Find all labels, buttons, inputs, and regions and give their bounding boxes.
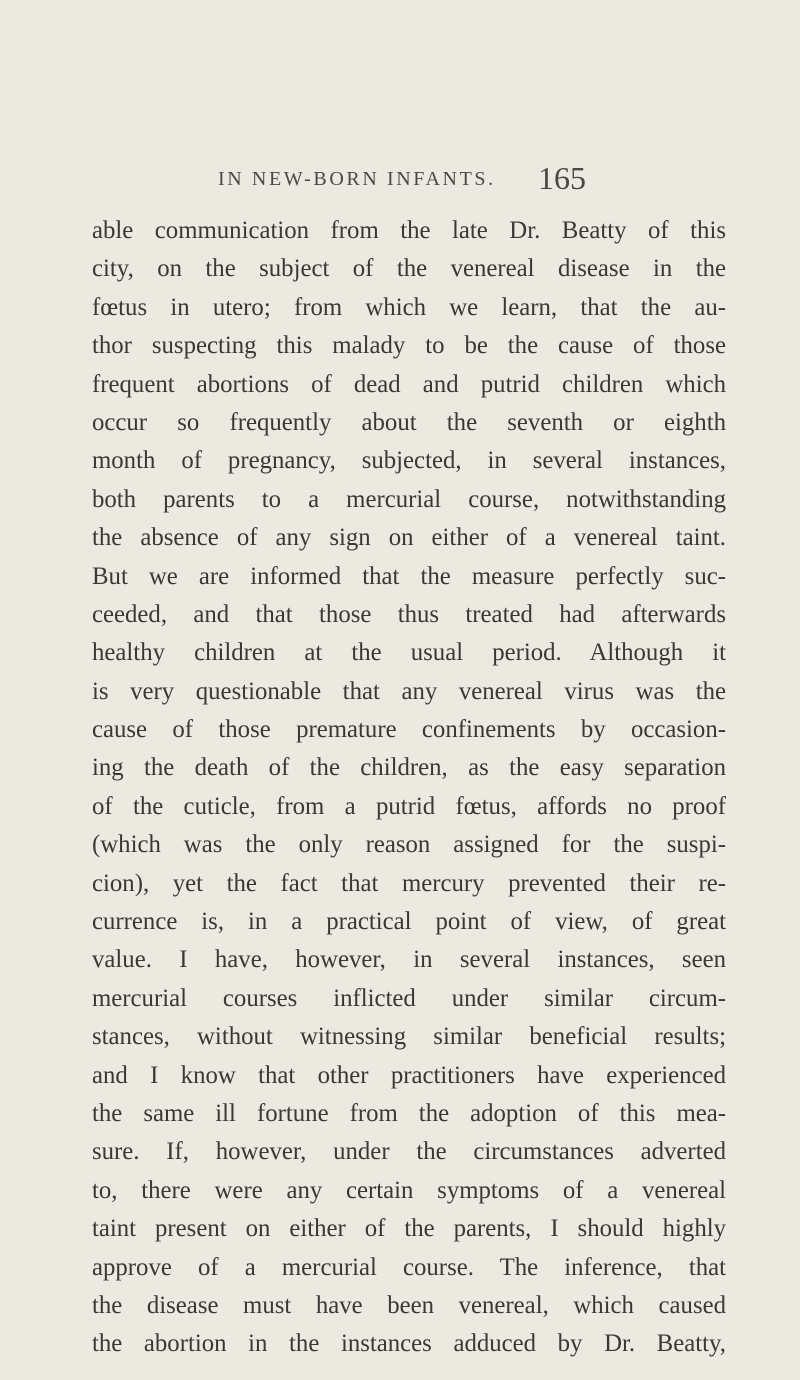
running-head	[218, 160, 618, 196]
text-line: is very questionable that any venereal virus was the	[92, 677, 726, 705]
text-line: ing the death of the children, as the easy separation	[92, 754, 726, 782]
text-line: healthy children at the usual period. Although it	[92, 639, 726, 667]
text-line: mercurial courses inflicted under similar circum-	[92, 984, 726, 1012]
text-line: taint present on either of the parents, I should highly	[92, 1215, 726, 1243]
text-line: able communication from the late Dr. Beatty of this	[92, 217, 726, 244]
text-line: sure. If, however, under the circumstances adverted	[92, 1138, 726, 1166]
text-line: of the cuticle, from a putrid fœtus, affords no proof	[92, 792, 726, 820]
text-line: thor suspecting this malady to be the cause of those	[92, 332, 726, 360]
text-line: stances, without witnessing similar beneficial results;	[92, 1023, 726, 1051]
text-line: ceeded, and that those thus treated had afterwards	[92, 600, 726, 628]
text-line: the disease must have been venereal, which caused	[92, 1291, 726, 1319]
running-title: IN NEW-BORN INFANTS.	[218, 168, 496, 190]
text-line: the same ill fortune from the adoption of this mea-	[92, 1099, 726, 1127]
text-line: frequent abortions of dead and putrid children which	[92, 370, 726, 398]
text-line: the absence of any sign on either of a venereal taint.	[92, 524, 726, 552]
text-line: month of pregnancy, subjected, in several instances,	[92, 447, 726, 475]
body-text	[92, 212, 726, 1364]
text-line: both parents to a mercurial course, notwithstanding	[92, 485, 726, 513]
text-line: cion), yet the fact that mercury prevented their re-	[92, 869, 726, 897]
text-line: currence is, in a practical point of view, of great	[92, 908, 726, 936]
page-number: 165	[538, 160, 586, 196]
text-line: and I know that other practitioners have experienced	[92, 1061, 726, 1089]
text-line: But we are informed that the measure perfectly suc-	[92, 562, 726, 590]
text-line: occur so frequently about the seventh or eighth	[92, 408, 726, 436]
text-line: fœtus in utero; from which we learn, that the au-	[92, 293, 726, 321]
text-line: approve of a mercurial course. The inference, that	[92, 1253, 726, 1281]
text-line: the abortion in the instances adduced by Dr. Beatty,	[92, 1330, 726, 1358]
text-line: (which was the only reason assigned for the suspi-	[92, 831, 726, 859]
text-line: value. I have, however, in several instances, seen	[92, 946, 726, 974]
text-line: to, there were any certain symptoms of a venereal	[92, 1176, 726, 1204]
text-line: cause of those premature confinements by occasion-	[92, 716, 726, 744]
text-line: city, on the subject of the venereal disease in the	[92, 255, 726, 283]
